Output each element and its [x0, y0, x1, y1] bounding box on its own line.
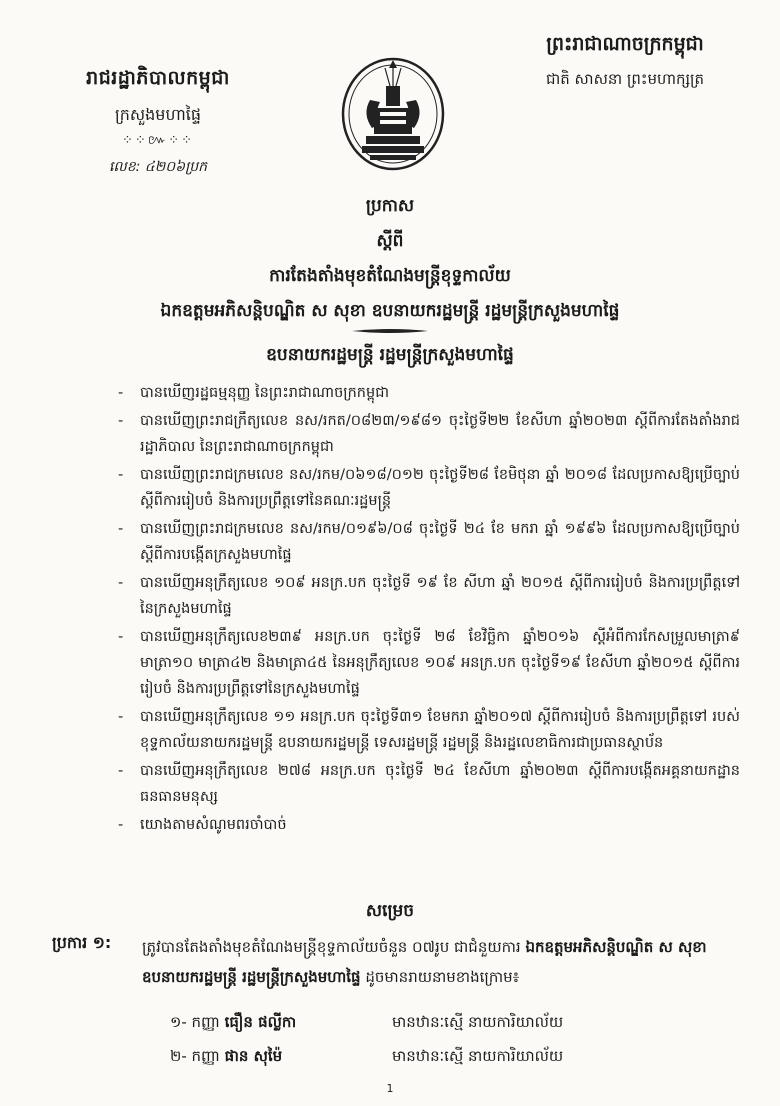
visa-text: បានឃើញព្រះរាជក្រឹត្យលេខ នស/រកត/០៨២៣/១៩៨១ ចុះថ្ងៃទី២២ ខែសីហា ឆ្នាំ២០២៣ ស្តីពីការតែងតាំងរាជរដ្ឋាភិបាល នៃព្រះរាជាណាចក្រកម្ពុជា	[140, 413, 740, 455]
list-item: - បានឃើញរដ្ឋធម្មនុញ្ញ នៃព្រះរាជាណាចក្រកម្ពុជា	[118, 385, 390, 401]
list-item: - បានឃើញអនុក្រឹត្យលេខ ១១ អនក្រ.បក ចុះថ្ងៃទី៣១ ខែមករា ឆ្នាំ២០១៧ ស្តីពីការរៀបចំ និងការប្រព្រឹត្តទៅ របស់ខុទ្ទកាល័យនាយករដ្ឋមន្ត្រី ឧបនាយករដ្ឋមន្ត្រី ទេសរដ្ឋមន្ត្រី រដ្ឋមន្ត្រី និងរដ្ឋលេខាធិការជាប្រធានស្ថាប័ន	[118, 709, 740, 751]
article-office: ឯកឧត្តមអភិសន្តិបណ្ឌិត ស សុខា ឧបនាយករដ្ឋមន្ត្រី រដ្ឋមន្ត្រីក្រសួងមហាផ្ទៃ	[142, 938, 707, 986]
visa-text: យោងតាមសំណូមពរចាំបាច់	[140, 817, 287, 833]
ministry-name: ក្រសួងមហាផ្ទៃ	[114, 105, 201, 124]
appointee-name: ធឿន ផល្លីកា	[224, 1013, 297, 1031]
visa-list	[118, 380, 740, 840]
document-type: ប្រកាស	[365, 196, 415, 216]
ornament-divider: ⁘⁘៚⁘⁘	[122, 133, 194, 148]
list-item: - បានឃើញព្រះរាជក្រមលេខ នស/រកម/០១៩៦/០៨ ចុះថ្ងៃទី ២៤ ខែ មករា ឆ្នាំ ១៩៩៦ ដែលប្រកាសឱ្យប្រើច្បាប់ស្តីពីការបង្កើតក្រសួងមហាផ្ទៃ	[118, 521, 740, 563]
visa-text: បានឃើញអនុក្រឹត្យលេខ ១០៩ អនក្រ.បក ចុះថ្ងៃទី ១៩ ខែ សីហា ឆ្នាំ ២០១៥ ស្តីពីការរៀបចំ និងការប្រព្រឹត្តទៅនៃក្រសួងមហាផ្ទៃ	[140, 575, 740, 617]
government-name: រាជរដ្ឋាភិបាលកម្ពុជា	[86, 67, 230, 89]
visa-text: បានឃើញព្រះរាជក្រមលេខ នស/រកម/០១៩៦/០៨ ចុះថ្ងៃទី ២៤ ខែ មករា ឆ្នាំ ១៩៩៦ ដែលប្រកាសឱ្យប្រើច្បាប់ស្តីពីការបង្កើតក្រសួងមហាផ្ទៃ	[140, 521, 740, 563]
title-about: ស្តីពី	[376, 231, 404, 251]
article-body	[142, 932, 757, 992]
appointee-name-cell	[170, 1005, 392, 1039]
appointee-prefix: ២- កញ្ញា	[170, 1047, 225, 1065]
visa-text: បានឃើញព្រះរាជក្រមលេខ នស/រកម/០៦១៨/០១២ ចុះថ្ងៃទី២៨ ខែមិថុនា ឆ្នាំ ២០១៨ ដែលប្រកាសឱ្យប្រើច្បាប់ស្តីពីការរៀបចំ និងការប្រព្រឹត្តទៅនៃគណៈរដ្ឋមន្ត្រី	[140, 467, 740, 509]
document-subject: ការតែងតាំងមុខតំណែងមន្ត្រីខុទ្ទកាល័យ	[269, 266, 511, 286]
issuing-authority: ឧបនាយករដ្ឋមន្ត្រី រដ្ឋមន្ត្រីក្រសួងមហាផ្ទៃ	[266, 345, 514, 365]
list-item: - បានឃើញអនុក្រឹត្យលេខ ១០៩ អនក្រ.បក ចុះថ្ងៃទី ១៩ ខែ សីហា ឆ្នាំ ២០១៥ ស្តីពីការរៀបចំ និងការប្រព្រឹត្តទៅនៃក្រសួងមហាផ្ទៃ	[118, 575, 740, 617]
title-separator	[352, 328, 428, 334]
list-item	[170, 1039, 650, 1073]
appointee-prefix: ១- កញ្ញា	[170, 1013, 225, 1031]
article-1	[52, 932, 757, 992]
visa-text: បានឃើញអនុក្រឹត្យលេខ ១១ អនក្រ.បក ចុះថ្ងៃទី៣១ ខែមករា ឆ្នាំ២០១៧ ស្តីពីការរៀបចំ និងការប្រព្រឹត្តទៅ របស់ខុទ្ទកាល័យនាយករដ្ឋមន្ត្រី ឧបនាយករដ្ឋមន្ត្រី ទេសរដ្ឋមន្ត្រី រដ្ឋមន្ត្រី និងរដ្ឋលេខាធិការជាប្រធានស្ថាប័ន	[140, 709, 740, 751]
kingdom-name: ព្រះរាជាណាចក្រកម្ពុជា	[546, 33, 704, 55]
kingdom-header	[520, 32, 730, 92]
article-text: ត្រូវបានតែងតាំងមុខតំណែងមន្ត្រីខុទ្ទកាល័យចំនួន ០៧រូប ជាជំនួយការ	[142, 938, 526, 956]
list-item: - បានឃើញអនុក្រឹត្យលេខ២៣៩ អនក្រ.បក ចុះថ្ងៃទី ២៨ ខែវិច្ឆិកា ឆ្នាំ២០១៦ ស្តីអំពីការកែសម្រួលមាត្រា៩ មាត្រា១០ មាត្រា៤២ និងមាត្រា៤៥ នៃអនុក្រឹត្យលេខ ១០៩ អនក្រ.បក ចុះថ្ងៃទី១៩ ខែសីហា ឆ្នាំ២០១៥ ស្តីពីការរៀបចំ និងការប្រព្រឹត្តទៅនៃក្រសួងមហាផ្ទៃ	[118, 629, 740, 697]
document-number: លេខ: ៤២០៦ប្រក	[108, 159, 208, 175]
article-label: ប្រការ ១:	[52, 933, 112, 952]
national-motto: ជាតិ សាសនា ព្រះមហាក្សត្រ	[545, 70, 705, 88]
list-item: - យោងតាមសំណូមពរចាំបាច់	[118, 817, 287, 833]
article-text-end: ដូចមានរាយនាមខាងក្រោម៖	[360, 968, 520, 986]
appointee-list	[170, 1005, 650, 1073]
appointee-rank: មានឋានៈស្មើ នាយការិយាល័យ	[392, 1047, 564, 1065]
decision-heading: សម្រេច	[365, 901, 415, 921]
list-item: - បានឃើញអនុក្រឹត្យលេខ ២៧៨ អនក្រ.បក ចុះថ្ងៃទី ២៤ ខែសីហា ឆ្នាំ២០២៣ ស្តីពីការបង្កើតអគ្គនាយកដ្ឋានធនធានមនុស្ស	[118, 763, 740, 805]
document-title	[0, 195, 780, 325]
appointee-rank: មានឋានៈស្មើ នាយការិយាល័យ	[392, 1013, 564, 1031]
appointee-name: ផាន សុម៉ៃ	[224, 1047, 283, 1065]
visa-text: បានឃើញអនុក្រឹត្យលេខ២៣៩ អនក្រ.បក ចុះថ្ងៃទី ២៨ ខែវិច្ឆិកា ឆ្នាំ២០១៦ ស្តីអំពីការកែសម្រួលមាត្រា៩ មាត្រា១០ មាត្រា៤២ និងមាត្រា៤៥ នៃអនុក្រឹត្យលេខ ១០៩ អនក្រ.បក ចុះថ្ងៃទី១៩ ខែសីហា ឆ្នាំ២០១៥ ស្តីពីការរៀបចំ និងការប្រព្រឹត្តទៅនៃក្រសួងមហាផ្ទៃ	[140, 629, 740, 697]
page-number: 1	[386, 1082, 394, 1095]
list-item: - បានឃើញព្រះរាជក្រមលេខ នស/រកម/០៦១៨/០១២ ចុះថ្ងៃទី២៨ ខែមិថុនា ឆ្នាំ ២០១៨ ដែលប្រកាសឱ្យប្រើច្បាប់ស្តីពីការរៀបចំ និងការប្រព្រឹត្តទៅនៃគណៈរដ្ឋមន្ត្រី	[118, 467, 740, 509]
visa-text: បានឃើញអនុក្រឹត្យលេខ ២៧៨ អនក្រ.បក ចុះថ្ងៃទី ២៤ ខែសីហា ឆ្នាំ២០២៣ ស្តីពីការបង្កើតអគ្គនាយកដ្ឋានធនធានមនុស្ស	[140, 763, 740, 805]
document-office: ឯកឧត្តមអភិសន្តិបណ្ឌិត ស សុខា ឧបនាយករដ្ឋមន្ត្រី រដ្ឋមន្ត្រីក្រសួងមហាផ្ទៃ	[160, 301, 620, 321]
list-item	[170, 1005, 650, 1039]
visa-text: បានឃើញរដ្ឋធម្មនុញ្ញ នៃព្រះរាជាណាចក្រកម្ពុជា	[140, 385, 390, 401]
appointee-name-cell	[170, 1039, 392, 1073]
issuer-header	[58, 66, 258, 178]
list-item: - បានឃើញព្រះរាជក្រឹត្យលេខ នស/រកត/០៨២៣/១៩៨១ ចុះថ្ងៃទី២២ ខែសីហា ឆ្នាំ២០២៣ ស្តីពីការតែងតាំងរាជរដ្ឋាភិបាល នៃព្រះរាជាណាចក្រកម្ពុជា	[118, 413, 740, 455]
royal-emblem-icon	[340, 56, 446, 172]
